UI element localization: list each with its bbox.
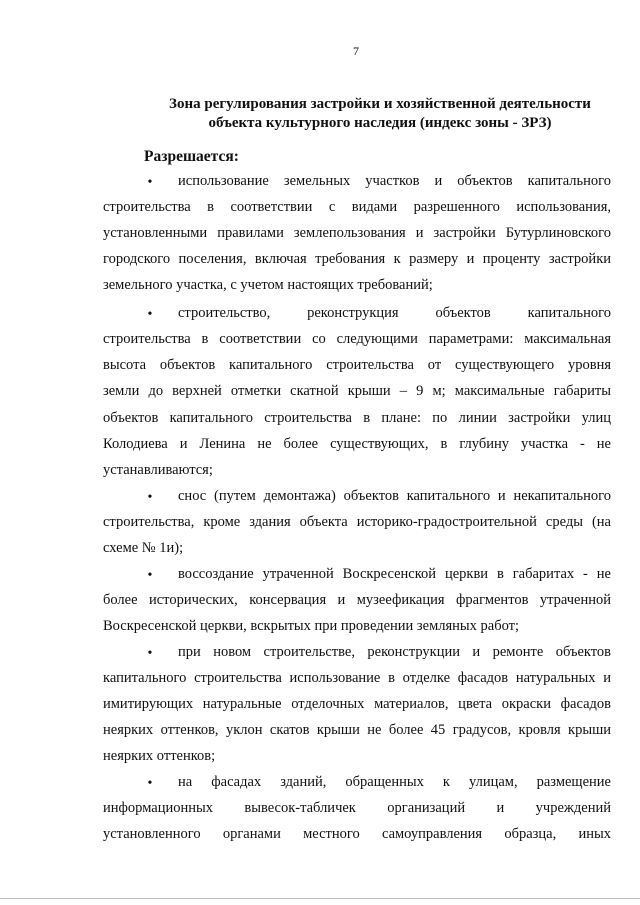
- text-line: информационных вывесок-табличек организаций и учреждений: [103, 800, 611, 816]
- bullet-icon: •: [147, 307, 153, 322]
- text-line: на фасадах зданий, обращенных к улицам, размещение: [178, 774, 611, 790]
- section-heading-line-1: Зона регулирования застройки и хозяйственной деятельности: [169, 96, 591, 112]
- text-line: имитирующих натуральные отделочных материалов, цвета окраски фасадов: [103, 696, 611, 712]
- text-line: земли до верхней отметки скатной крыши – 9 м; максимальные габариты: [103, 383, 611, 399]
- text-line: воссоздание утраченной Воскресенской церкви в габаритах - не: [178, 566, 611, 582]
- text-line: при новом строительстве, реконструкции и ремонте объектов: [178, 644, 611, 660]
- text-line: использование земельных участков и объектов капитального: [178, 173, 611, 189]
- text-line: высота объектов капитального строительства от существующего уровня: [103, 357, 611, 373]
- bullet-icon: •: [147, 646, 153, 661]
- text-line: установленного органами местного самоуправления образца, иных: [103, 826, 611, 842]
- text-line: Колодиева и Ленина не более существующих, в глубину участка - не: [103, 436, 611, 452]
- text-line: объектов капитального строительства в плане: по линии застройки улиц: [103, 410, 611, 426]
- text-line: более исторических, консервация и музеефикация фрагментов утраченной: [103, 592, 611, 608]
- text-line: снос (путем демонтажа) объектов капитального и некапитального: [178, 488, 611, 504]
- allowed-label: Разрешается:: [144, 148, 239, 165]
- text-line: неярких оттенков;: [103, 748, 216, 764]
- text-line: установленными правилами землепользования и застройки Бутурлиновского: [103, 225, 611, 241]
- text-line: строительства в соответствии со следующими параметрами: максимальная: [103, 331, 611, 347]
- page-bottom-divider: [0, 898, 640, 899]
- text-line: строительства, кроме здания объекта историко-градостроительной среды (на: [103, 514, 611, 530]
- text-line: земельного участка, с учетом настоящих требований;: [103, 277, 433, 293]
- text-line: неярких оттенков, уклон скатов крыши не более 45 градусов, кровля крыши: [103, 722, 611, 738]
- text-line: строительства в соответствии с видами разрешенного использования,: [103, 199, 611, 215]
- bullet-icon: •: [147, 175, 153, 190]
- page-number: 7: [353, 44, 359, 58]
- text-line: капитального строительства использование в отделке фасадов натуральных и: [103, 670, 611, 686]
- section-heading: [100, 95, 640, 133]
- text-line: строительство, реконструкция объектов капитального: [178, 305, 611, 321]
- text-line: устанавливаются;: [103, 462, 213, 478]
- text-line: схеме № 1и);: [103, 540, 184, 556]
- text-line: городского поселения, включая требования к размеру и проценту застройки: [103, 251, 611, 267]
- bullet-icon: •: [147, 490, 153, 505]
- bullet-icon: •: [147, 568, 153, 583]
- bullet-icon: •: [147, 776, 153, 791]
- section-heading-line-2: объекта культурного наследия (индекс зоны - ЗРЗ): [208, 115, 552, 131]
- text-line: Воскресенской церкви, вскрытых при проведении земляных работ;: [103, 618, 520, 634]
